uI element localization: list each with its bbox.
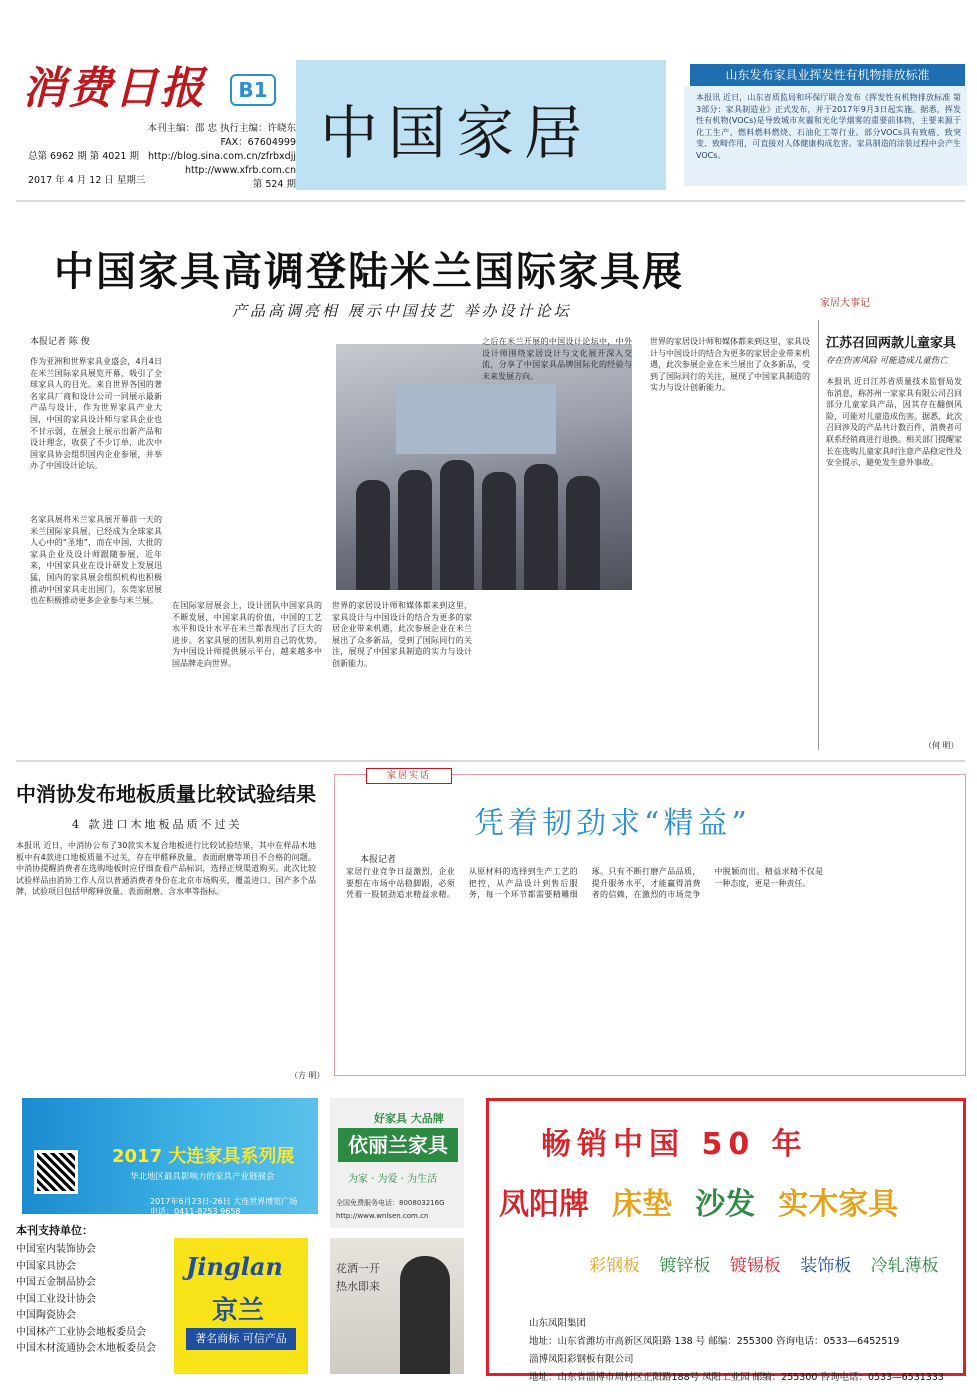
support-item: 中国家具协会 bbox=[16, 1260, 76, 1272]
photo-person bbox=[398, 470, 432, 590]
floor-test-sign: （方 明） bbox=[290, 1071, 325, 1080]
company-address: 地址：山东省淄博市周村区正阳路188号 凤阳工业园 邮编：255300 咨询电话：0533—6531333 bbox=[529, 1372, 944, 1383]
photo-person bbox=[356, 480, 390, 590]
feature-body: 家居行业竞争日益激烈，企业要想在市场中站稳脚跟，必须凭着一股韧劲追求精益求精。从原材料的选择到生产工艺的把控，从产品设计到售后服务，每一个环节都需要精雕细琢。只有不断打磨产品品质，提升服务水平，才能赢得消费者的信赖，在激烈的市场竞争中脱颖而出。精益求精不仅是一种态度，更是一种责任。 bbox=[346, 867, 824, 900]
headline-subtitle: 产品高调亮相 展示中国技艺 举办设计论坛 bbox=[232, 302, 572, 320]
qr-code-icon bbox=[34, 1150, 78, 1194]
model-image bbox=[400, 1256, 450, 1374]
floor-test-title: 中消协发布地板质量比较试验结果 bbox=[16, 782, 316, 806]
floor-test-subtitle: 4 款进口木地板品质不过关 bbox=[72, 818, 243, 831]
yilan-slogan: 好家具 大品牌 bbox=[374, 1112, 444, 1125]
yilan-brand: 依丽兰家具 bbox=[338, 1128, 458, 1162]
fax-line: FAX：67604999 bbox=[220, 137, 296, 148]
headline-col4: 之后在米兰开展的中国设计论坛中，中外设计师围绕家居设计与文化展开深入交流，分享了中国家具品牌国际化的经验与未来发展方向。 bbox=[482, 337, 632, 381]
issue-date: 2017 年 4 月 12 日 星期三 bbox=[28, 175, 146, 186]
brand-item: 实木家具 bbox=[778, 1187, 899, 1222]
support-item: 中国五金制品协会 bbox=[16, 1277, 96, 1288]
headline-col5: 世界的家居设计师和媒体都来到这里，家具设计与中国设计的结合为更多的家居企业带来机遇，此次参展企业在米兰展出了众多新品，受到了国际同行的关注，展现了中国家具制造的实力与设计创新能力。 bbox=[650, 337, 810, 393]
recall-subtitle: 存在伤害风险 可能造成儿童伤亡 bbox=[826, 356, 948, 366]
heater-line2: 热水即来 bbox=[336, 1280, 380, 1293]
editor-line: 本刊主编：邵 忠 执行主编：许晓东 bbox=[147, 123, 296, 134]
support-item: 中国木材流通协会木地板委员会 bbox=[16, 1343, 156, 1354]
fengyang-brands bbox=[499, 1179, 916, 1223]
headline-title: 中国家具高调登陆米兰国际家具展 bbox=[54, 249, 684, 295]
blog-link[interactable]: http://blog.sina.com.cn/zfrbxdjj bbox=[147, 151, 296, 162]
headline-col2: 在国际家居展会上，设计团队中国家具的不断发展，中国家具的价值，中国的工艺水平和设计水平在米兰都表现出了巨大的进步。名家具展的团队利用自己的优势，为中国设计师提供展示平台，越来越多中国品牌走向世界。 bbox=[172, 601, 322, 668]
top-divider bbox=[16, 200, 965, 202]
jinglan-ad[interactable] bbox=[174, 1238, 308, 1374]
recall-title: 江苏召回两款儿童家具 bbox=[826, 336, 957, 351]
brand-item: 沙发 bbox=[695, 1187, 756, 1222]
support-item: 中国林产工业协会地板委员会 bbox=[16, 1326, 146, 1338]
yilan-site: http://www.wnlsen.com.cn bbox=[336, 1212, 429, 1220]
issue-no: 第 524 期 bbox=[252, 179, 296, 190]
newspaper-logo: 消费日报 bbox=[22, 63, 206, 114]
site-link[interactable]: http://www.xfrb.com.cn bbox=[184, 165, 296, 176]
yilan-ad[interactable] bbox=[330, 1098, 464, 1228]
jinglan-tagline: 著名商标 可信产品 bbox=[186, 1328, 296, 1350]
expo-title: 2017 大连家具系列展 bbox=[112, 1146, 295, 1167]
headline-col1: 作为亚洲和世界家具业盛会，4月4日在米兰国际家具展览开幕，吸引了全球家具人的目光。来自世界各国的著名家具厂商和设计公司一同展示最新产品与设计，作为世界家具产业大国，中国的家具设计师与家具企业也不甘示弱，在展会上展示出新产品和设计理念，收获了不少订单，此次中国家具协会组织国内企业参展，并举办了中国设计论坛。 bbox=[30, 357, 162, 471]
fengyang-ad[interactable] bbox=[486, 1098, 966, 1383]
expo-phone: 电话：0411-8253 9658 bbox=[150, 1207, 241, 1216]
support-title: 本刊支持单位： bbox=[16, 1224, 93, 1237]
headline-byline: 本报记者 陈 俊 bbox=[30, 337, 90, 347]
expo-date: 2017年6月23日-26日 大连世界博览广场 bbox=[150, 1197, 298, 1206]
column-tag: 家居大事记 bbox=[820, 298, 870, 309]
section-title-box bbox=[296, 60, 666, 190]
material-item: 镀锌板 bbox=[659, 1256, 711, 1276]
yilan-phone: 全国免费服务电话：800803216G bbox=[336, 1199, 445, 1207]
heater-line1: 花洒一开 bbox=[336, 1262, 380, 1275]
company-name: 淄博凤阳彩钢板有限公司 bbox=[529, 1354, 634, 1365]
fengyang-materials bbox=[589, 1251, 953, 1276]
support-item: 中国陶瓷协会 bbox=[16, 1310, 76, 1321]
recall-body: 本报讯 近日江苏省质量技术监督局发布消息，称苏州一家家具有限公司召回部分儿童家具产品，因其存在翻倒风险，可能对儿童造成伤害。据悉，此次召回涉及的产品共计数百件，消费者可联系经销商进行退换。相关部门提醒家长在选购儿童家具时注意产品稳定性及安全提示，避免发生意外事故。 bbox=[826, 377, 962, 468]
material-item: 冷轧薄板 bbox=[870, 1256, 939, 1276]
support-item: 中国工业设计协会 bbox=[16, 1293, 96, 1305]
recall-sign: （何 明） bbox=[924, 741, 959, 750]
floor-test-body: 本报讯 近日，中消协公布了30款实木复合地板进行比较试验结果，其中在样品木地板中有4款进口地板质量不过关，存在甲醛释放量、表面耐磨等项目不合格的问题。中消协提醒消费者在选购地板时应仔细查看产品标识，选择正规渠道购买。此次比较试验样品由消协工作人员以普通消费者身份在北京市场购买，覆盖进口、国产多个品牌，试验项目包括甲醛释放量、表面耐磨、含水率等指标。 bbox=[16, 841, 316, 897]
material-item: 镀锡板 bbox=[729, 1256, 781, 1276]
headline-col1b: 名家具展将米兰家具展开幕前一天的米兰国际家具展，已经成为全球家具人心中的“圣地”，而在中国，大批的家具企业及设计师跟随参展，近年来，中国家具业在设计研发上发展迅猛，国内的家具展会组织机构也积极推动中国家具走出国门，东莞家居展也在积极推动更多企业参与米兰展。 bbox=[30, 515, 162, 606]
company-address: 地址：山东省潍坊市高新区凤阳路 138 号 邮编：255300 咨询电话：0533—6452519 bbox=[529, 1336, 900, 1347]
heater-ad[interactable] bbox=[330, 1238, 464, 1374]
issue-total: 总第 6962 期 第 4021 期 bbox=[28, 151, 139, 162]
material-item: 装饰板 bbox=[800, 1256, 852, 1276]
expo-ad[interactable] bbox=[22, 1098, 318, 1214]
feature-byline: 本报记者 bbox=[360, 855, 397, 865]
feature-tag: 家居实话 bbox=[366, 768, 452, 784]
section-title: 中国家居 bbox=[320, 99, 593, 167]
support-item: 中国室内装饰协会 bbox=[16, 1244, 96, 1255]
side-news-text: 本报讯 近日，山东省质监局和环保厅联合发布《挥发性有机物排放标准 第3部分：家具制造业》正式发布，并于2017年9月3日起实施。据悉，挥发性有机物(VOCs)是导致城市灰霾和光化学烟雾的重要前体物，主要来源于化工生产、燃料燃料燃烧、石油化工等行业。部分VOCs具有致癌、致突变、致畸作用，可直接对人体健康构成危害。家具制造的涂装过程中会产生VOCs。 bbox=[696, 93, 961, 160]
yilan-tagline: 为家 · 为爱 · 为生活 bbox=[348, 1174, 438, 1185]
column-divider bbox=[818, 320, 819, 750]
material-item: 彩钢板 bbox=[589, 1256, 640, 1276]
mid-divider bbox=[16, 760, 965, 762]
jinglan-brand: 京兰 bbox=[212, 1296, 265, 1326]
fengyang-headline: 畅销中国 50 年 bbox=[541, 1127, 808, 1162]
brand-item: 床垫 bbox=[612, 1187, 673, 1222]
fengyang-contact bbox=[529, 1315, 944, 1387]
support-units bbox=[16, 1222, 166, 1372]
photo-person bbox=[440, 460, 474, 590]
brand-item: 凤阳牌 bbox=[499, 1187, 589, 1222]
headline-col3: 世界的家居设计师和媒体都来到这里，家具设计与中国设计的结合为更多的家居企业带来机遇，此次参展企业在米兰展出了众多新品，受到了国际同行的关注，展现了中国家具制造的实力与设计创新能力。 bbox=[332, 601, 472, 668]
jinglan-latin: Jinglan bbox=[186, 1252, 283, 1281]
side-news-title[interactable]: 山东发布家具业挥发性有机物排放标准 bbox=[690, 64, 965, 86]
company-name: 山东凤阳集团 bbox=[529, 1318, 587, 1329]
feature-title: 凭着韧劲求“精益” bbox=[474, 806, 751, 841]
expo-tagline: 华北地区最具影响力的家具产业链展会 bbox=[130, 1172, 275, 1182]
section-badge: B1 bbox=[230, 74, 276, 106]
